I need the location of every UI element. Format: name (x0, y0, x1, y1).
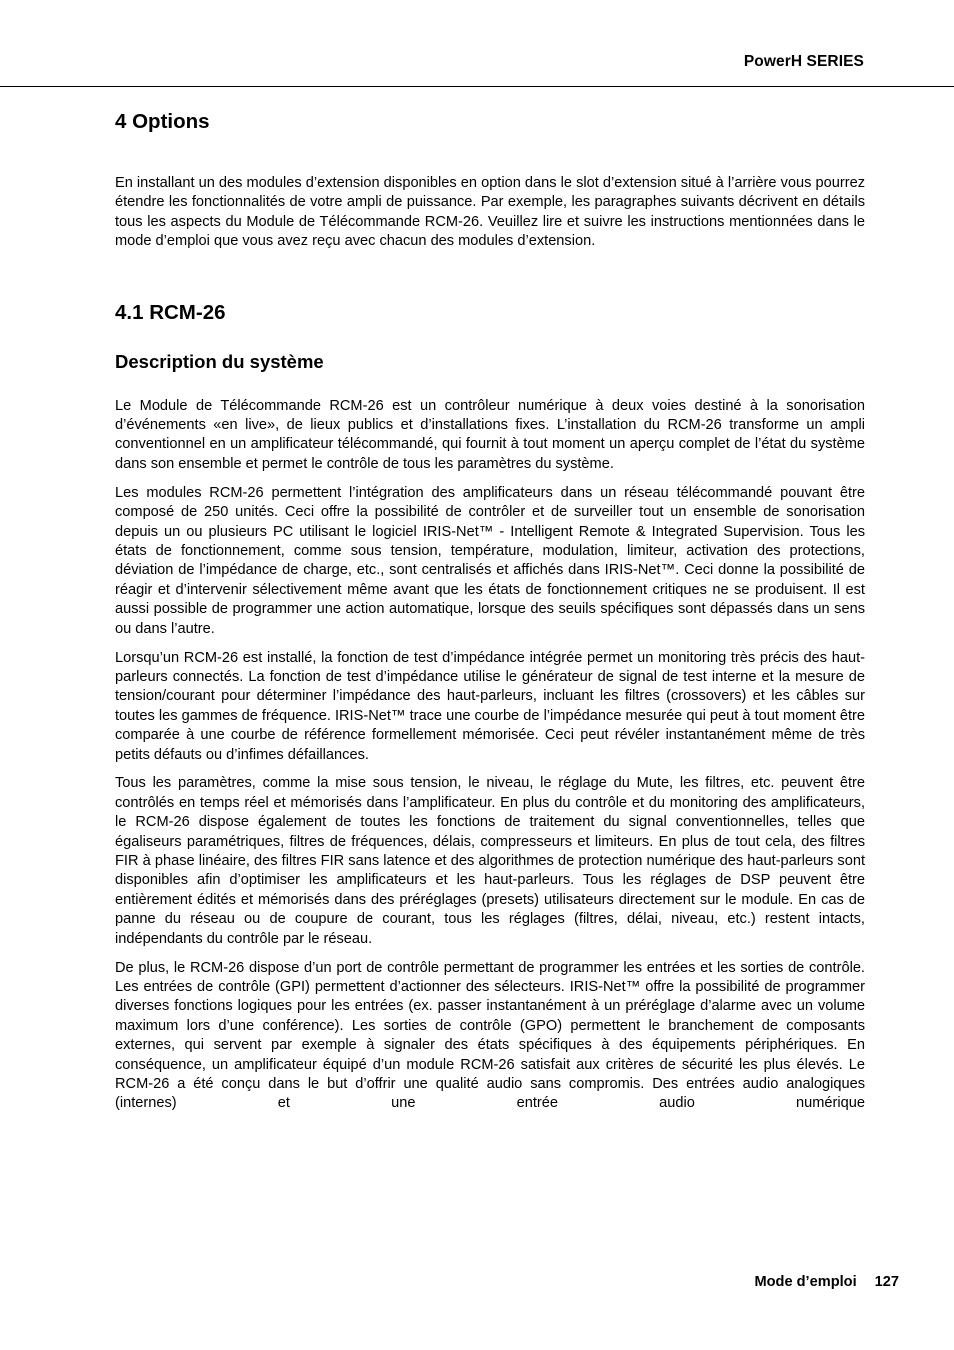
chapter-title: 4 Options (115, 110, 210, 133)
body-paragraph: Les modules RCM-26 permettent l’intégration des amplificateurs dans un réseau télécommandé pouvant être composé de 250 unités. Ceci offre la possibilité de contrôler et de surveiller tout un ensemble de sonorisation depuis un ou plusieurs PC utilisant le logiciel IRIS-Net™ - Intelligent Remote & Integrated Supervision. Tous les états de fonctionnement, comme sous tension, température, modulation, limiteur, activation des protections, déviation de l’impédance de charge, etc., sont centralisés et affichés dans IRIS-Net™. Ceci donne la possibilité de réagir et d’intervenir sélectivement même avant que les états de fonctionnement critiques ne se produisent. Il est aussi possible de programmer une action automatique, lorsque des seuils spécifiques sont dépassés dans un sens ou dans l’autre. (115, 484, 865, 637)
footer-label: Mode d’emploi (754, 1274, 857, 1290)
section-title: 4.1 RCM-26 (115, 300, 226, 324)
page-number: 127 (874, 1274, 899, 1290)
page-footer (754, 1274, 899, 1290)
page-header (0, 0, 954, 87)
page-content (115, 108, 865, 1123)
chapter-intro-paragraph: En installant un des modules d’extension disponibles en option dans le slot d’extension situé à l’arrière vous pourrez étendre les fonctionnalités de votre ampli de puissance. Par exemple, les paragraphes suivants décrivent en détails tous les aspects du Module de Télécommande RCM-26. Veuillez lire et suivre les instructions mentionnées dans le mode d’emploi que vous avez reçu avec chacun des modules d’extension. (115, 175, 865, 250)
body-paragraph: De plus, le RCM-26 dispose d’un port de contrôle permettant de programmer les entrées et les sorties de contrôle. Les entrées de contrôle (GPI) permettent d’actionner des sélecteurs. IRIS-Net™ offre la possibilité de programmer diverses fonctions logiques pour les entrées (ex. passer instantanément à un préréglage d’alarme avec un volume maximum lors d’une conférence). Les sorties de contrôle (GPO) permettent le branchement de composants externes, qui servent par exemple à signaler des états spécifiques à des équipements périphériques. En conséquence, un amplificateur équipé d’un module RCM-26 satisfait aux critères de sécurité les plus élevés. Le RCM-26 a été conçu dans le but d’offrir une qualité audio sans compromis. Des entrées audio analogiques (internes) et une entrée audio numérique (115, 959, 865, 1112)
body-paragraph: Lorsqu’un RCM-26 est installé, la fonction de test d’impédance intégrée permet un monitoring très précis des haut-parleurs connectés. La fonction de test d’impédance utilise le générateur de signal de test interne et la mesure de tension/courant pour déterminer l’impédance des haut-parleurs, incluant les filtres (crossovers) et les câbles sur toutes les gammes de fréquence. IRIS-Net™ trace une courbe de l’impédance mesurée qui peut à tout moment être comparée à une courbe de référence formellement mémorisée. Ceci peut révéler instantanément même de très petits défauts ou d’infimes défaillances. (115, 649, 865, 763)
body-paragraph: Le Module de Télécommande RCM-26 est un contrôleur numérique à deux voies destiné à la sonorisation d’événements «en live», de lieux publics et d’installations fixes. L’installation du RCM-26 transforme un ampli conventionnel en un amplificateur télécommandé, qui fournit à tout moment un aperçu complet de l’état du système dans son ensemble et permet le contrôle de tous les paramètres du système. (115, 397, 865, 472)
subsection-title: Description du système (115, 350, 324, 372)
body-paragraph: Tous les paramètres, comme la mise sous tension, le niveau, le réglage du Mute, les filtres, etc. peuvent être contrôlés en temps réel et mémorisés dans l’amplificateur. En plus du contrôle et du monitoring des amplificateurs, le RCM-26 dispose également de toutes les fonctions de traitement du signal conventionnelles, telles que égaliseurs paramétriques, filtres de fréquences, délais, compresseurs et limiteurs. En plus de tout cela, des filtres FIR à phase linéaire, des filtres FIR sans latence et des algorithmes de protection numérique des haut-parleurs sont disponibles afin d’optimiser les amplificateurs et les haut-parleurs. Tous les réglages de DSP peuvent être entièrement édités et mémorisés dans des préréglages (presets) utilisateurs directement sur le module. En cas de panne du réseau ou de coupure de courant, tous les réglages (filtres, délai, niveau, etc.) restent intacts, indépendants du contrôle par le réseau. (115, 775, 865, 947)
series-title: PowerH SERIES (743, 53, 864, 70)
